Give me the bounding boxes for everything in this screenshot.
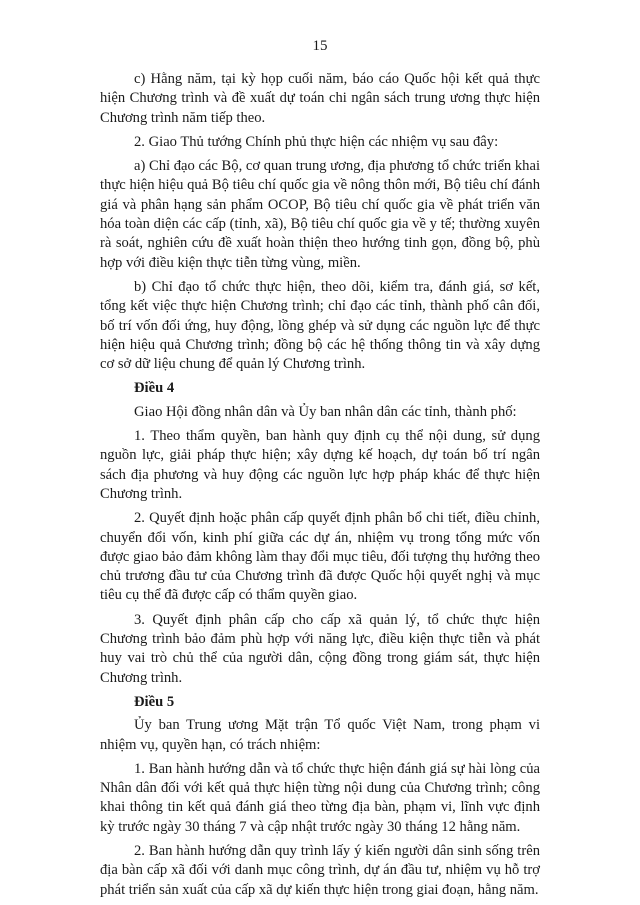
article-heading: Điều 5	[134, 693, 175, 710]
paragraph: Giao Hội đồng nhân dân và Ủy ban nhân dân các tỉnh, thành phố:	[134, 403, 517, 420]
paragraph: 3. Quyết định phân cấp cho cấp xã quản lý, tổ chức thực hiện Chương trình bảo đảm phù hợp với năng lực, điều kiện thực tiễn và phát huy vai trò chủ thể của người dân, cộng đồng trong giám sát, thực hiện Chương trình.	[100, 611, 540, 686]
paragraph: 2. Giao Thủ tướng Chính phủ thực hiện các nhiệm vụ sau đây:	[134, 133, 499, 150]
paragraph: 1. Ban hành hướng dẫn và tổ chức thực hiện đánh giá sự hài lòng của Nhân dân đối với kết quả thực hiện từng nội dung của Chương trình; công khai thông tin kết quả đánh giá theo từng địa bàn, phạm vi, lĩnh vực định kỳ trước ngày 30 tháng 7 và cập nhật trước ngày 30 tháng 12 hằng năm.	[100, 760, 540, 835]
paragraph: 2. Ban hành hướng dẫn quy trình lấy ý kiến người dân sinh sống trên địa bàn cấp xã đối với danh mục công trình, dự án đầu tư, nhiệm vụ hỗ trợ phát triển sản xuất của cấp xã dự kiến thực hiện trong giai đoạn, hằng năm.	[100, 842, 540, 898]
document-body	[100, 70, 540, 905]
paragraph: a) Chỉ đạo các Bộ, cơ quan trung ương, địa phương tổ chức triển khai thực hiện hiệu quả Bộ tiêu chí quốc gia về nông thôn mới, Bộ tiêu chí đánh giá và phân hạng sản phẩm OCOP, Bộ tiêu chí quốc gia về phát triển văn hóa toàn diện các cấp (tỉnh, xã), Bộ tiêu chí quốc gia về y tế; thường xuyên rà soát, nghiên cứu đề xuất hoàn thiện theo hướng tinh gọn, đồng bộ, phù hợp với điều kiện thực tiễn từng vùng, miền.	[100, 158, 540, 271]
paragraph: 1. Theo thẩm quyền, ban hành quy định cụ thể nội dung, sử dụng nguồn lực, giải pháp thực hiện; xây dựng kế hoạch, dự toán bố trí ngân sách địa phương và huy động các nguồn lực hợp pháp khác để thực hiện Chương trình.	[100, 428, 540, 502]
page-number: 15	[312, 38, 328, 54]
paragraph: 2. Quyết định hoặc phân cấp quyết định phân bổ chi tiết, điều chỉnh, chuyển đổi vốn, kinh phí giữa các dự án, nhiệm vụ trong tổng mức vốn được giao bảo đảm không làm thay đổi mục tiêu, đối tượng thụ hưởng theo chủ trương đầu tư của Chương trình đã được Quốc hội quyết nghị và mục tiêu cụ thể đã được cấp có thẩm quyền giao.	[100, 510, 540, 604]
article-heading: Điều 4	[134, 380, 175, 397]
paragraph: Ủy ban Trung ương Mặt trận Tổ quốc Việt Nam, trong phạm vi nhiệm vụ, quyền hạn, có trách nhiệm:	[100, 717, 540, 753]
paragraph: b) Chỉ đạo tổ chức thực hiện, theo dõi, kiểm tra, đánh giá, sơ kết, tổng kết việc thực hiện Chương trình; chỉ đạo các tỉnh, thành phố cân đối, bố trí vốn đối ứng, huy động, lồng ghép và sử dụng các nguồn lực để thực hiện hiệu quả Chương trình; đồng bộ các hệ thống thông tin và xây dựng cơ sở dữ liệu chung để quản lý Chương trình.	[100, 278, 540, 373]
paragraph: c) Hằng năm, tại kỳ họp cuối năm, báo cáo Quốc hội kết quả thực hiện Chương trình và đề xuất dự toán chi ngân sách trung ương thực hiện Chương trình năm tiếp theo.	[100, 71, 540, 126]
